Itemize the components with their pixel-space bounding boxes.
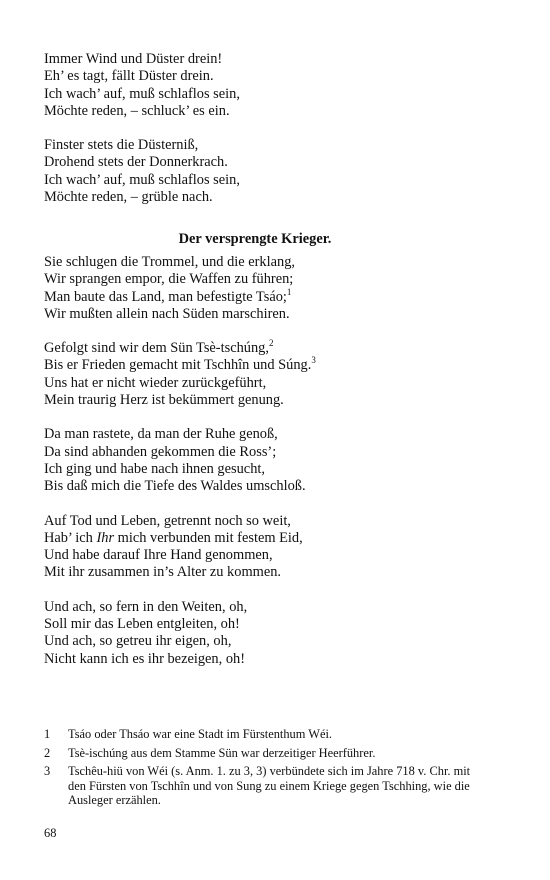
- verse-line: [44, 392, 484, 409]
- stanza: [44, 340, 484, 409]
- verse-text: Sie schlugen die Trommel, und die erklang,: [44, 254, 296, 270]
- verse-line: [44, 461, 484, 478]
- stanza: [44, 51, 484, 120]
- verse-line: Möchte reden, – grüble nach.: [44, 189, 213, 206]
- page-number: 68: [44, 826, 57, 840]
- verse-text: Soll mir das Leben entgleiten, oh!: [44, 616, 240, 633]
- footnote-text: Tsáo oder Thsáo war eine Stadt im Fürstenthum Wéi.: [68, 727, 332, 741]
- verse-text: Da sind abhanden gekommen die Ross’;: [44, 443, 277, 460]
- verse-text: Und habe darauf Ihre Hand genommen,: [44, 547, 273, 564]
- verse-line: [44, 547, 484, 564]
- verse-line: [44, 564, 484, 581]
- verse-text: Auf Tod und Leben, getrennt noch so weit,: [44, 512, 291, 529]
- verse-text: Mit ihr zusammen in’s Alter zu kommen.: [44, 564, 282, 581]
- verse-text: Und ach, so fern in den Weiten, oh,: [44, 598, 248, 615]
- verse-line: [44, 478, 484, 495]
- verse-line: Immer Wind und Düster drein!: [44, 51, 223, 67]
- verse-text: Mein traurig Herz ist bekümmert genung.: [44, 392, 284, 409]
- footnote: [44, 727, 472, 742]
- emphasized-word: Ihr: [96, 529, 115, 546]
- verse-text: mich verbunden mit festem Eid,: [114, 529, 303, 546]
- verse-line: Eh’ es tagt, fällt Düster drein.: [44, 68, 214, 85]
- verse-line: [44, 633, 484, 650]
- footnote-text: Tsè-ischúng aus dem Stamme Sün war derzeitiger Heerführer.: [68, 745, 376, 760]
- verse-text: Wir mußten allein nach Süden marschiren.: [44, 305, 290, 322]
- verse-line: [44, 375, 484, 392]
- stanza: [44, 426, 484, 495]
- verse-line: Möchte reden, – schluck’ es ein.: [44, 102, 230, 119]
- verse-text: Man baute das Land, man befestigte Tsáo;: [44, 288, 287, 305]
- verse-line: [44, 271, 484, 288]
- footnote-ref[interactable]: 1: [286, 286, 292, 297]
- verse-line: [44, 254, 484, 271]
- verse-line: Drohend stets der Donnerkrach.: [44, 154, 228, 171]
- verse-text: Und ach, so getreu ihr eigen, oh,: [44, 633, 232, 650]
- verse-line: [44, 357, 484, 374]
- verse-line: Ich wach’ auf, muß schlaflos sein,: [44, 171, 240, 188]
- verse-text: Bis daß mich die Tiefe des Waldes umschloß.: [44, 478, 306, 495]
- footnote-number: 3: [44, 764, 51, 779]
- footnotes: [44, 727, 472, 812]
- verse-line: [44, 530, 484, 547]
- verse-line: [44, 306, 484, 323]
- footnote-text: Tschêu-hiü von Wéi (s. Anm. 1. zu 3, 3) verbündete sich im Jahre 718 v. Chr. mit den Fürsten von Tschhîn und von Sung zu einem Kriege gegen Tschhing, wie die Ausleger erzählen.: [68, 764, 471, 808]
- verse-line: [44, 513, 484, 530]
- verse-line: [44, 426, 484, 443]
- verse-text: Wir sprangen empor, die Waffen zu führen;: [44, 271, 294, 288]
- footnote: [44, 746, 472, 761]
- verse-line: Finster stets die Düsterniß,: [44, 137, 199, 154]
- poem-fragment: [44, 51, 484, 206]
- verse-text: Bis er Frieden gemacht mit Tschhîn und Súng.: [44, 357, 312, 374]
- footnote-number: 1: [44, 727, 51, 741]
- footnote-number: 2: [44, 745, 51, 760]
- verse-text: Hab’ ich: [44, 529, 97, 546]
- footnote: [44, 764, 472, 808]
- verse-text: Da man rastete, da man der Ruhe genoß,: [44, 426, 278, 443]
- verse-line: [44, 616, 484, 633]
- verse-line: [44, 599, 484, 616]
- verse-line: [44, 651, 484, 668]
- footnote-ref[interactable]: 3: [311, 355, 316, 366]
- poem-title: Der versprengte Krieger.: [178, 231, 332, 247]
- verse-text: Nicht kann ich es ihr bezeigen, oh!: [44, 650, 245, 667]
- poem-body: [44, 254, 484, 668]
- stanza: [44, 137, 484, 206]
- verse-line: [44, 444, 484, 461]
- verse-text: Gefolgt sind wir dem Sün Tsè-tschúng,: [44, 340, 269, 357]
- stanza: [44, 599, 484, 668]
- verse-text: Ich ging und habe nach ihnen gesucht,: [44, 460, 265, 477]
- footnote-ref[interactable]: 2: [268, 338, 274, 349]
- verse-line: [44, 340, 484, 357]
- stanza: [44, 513, 484, 582]
- stanza: [44, 254, 484, 323]
- verse-line: Ich wach’ auf, muß schlaflos sein,: [44, 85, 240, 102]
- verse-text: Uns hat er nicht wieder zurückgeführt,: [44, 374, 267, 391]
- verse-line: [44, 286, 484, 306]
